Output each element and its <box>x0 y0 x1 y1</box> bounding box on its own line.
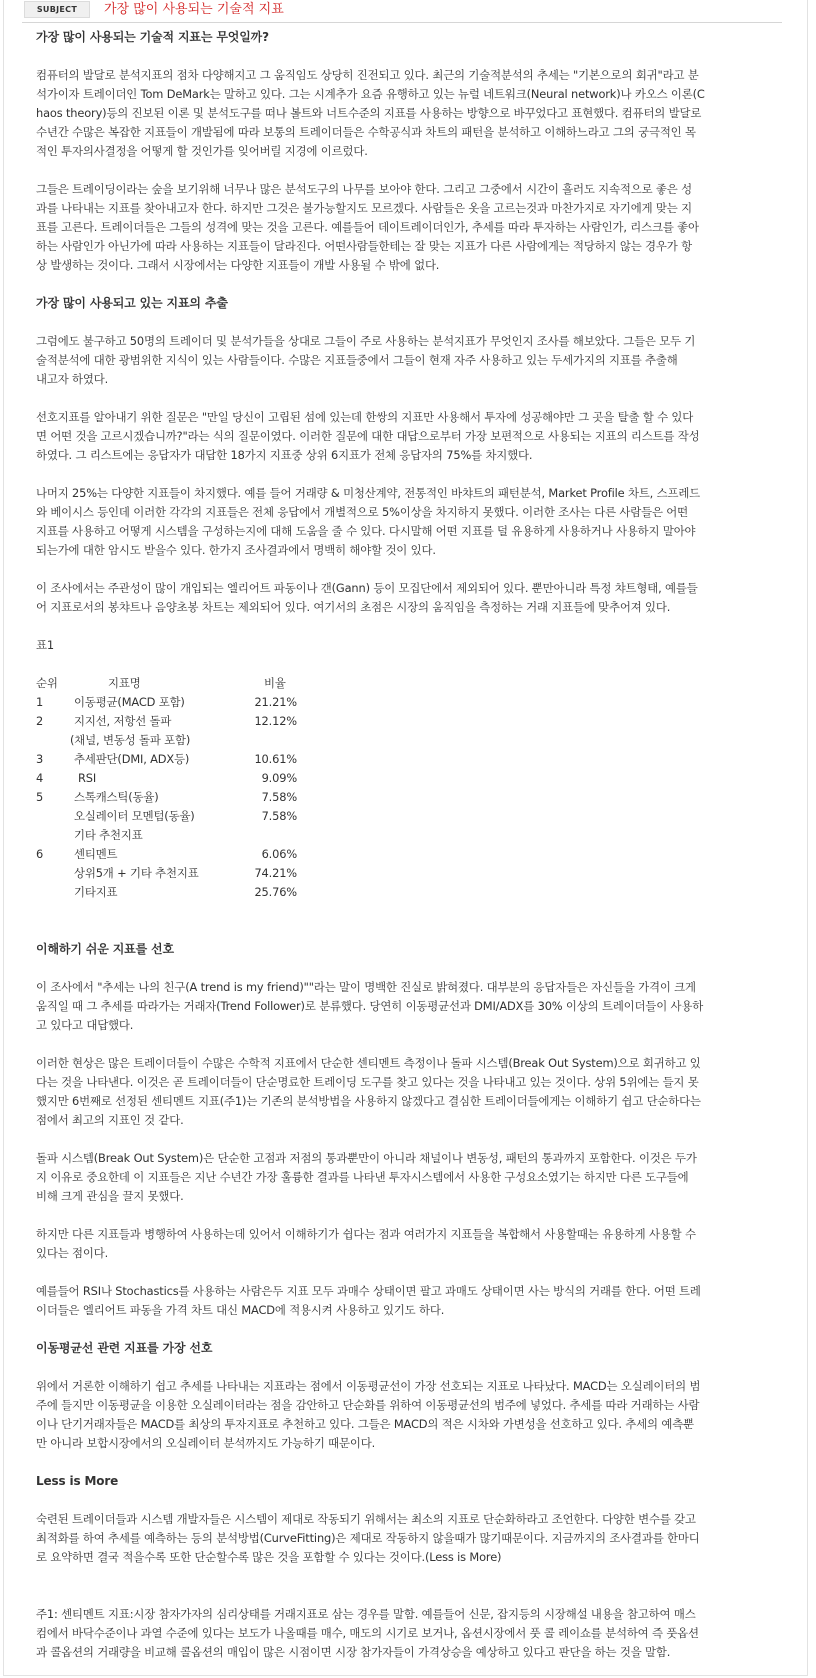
header-pct: 비율 <box>264 676 286 690</box>
text-line: 컴에서 바닥수준이나 과열 수준에 있다는 보도가 나올때를 매수, 매도의 시기로 보거나, 옵션시장에서 풋 콜 레이쇼를 분석하여 즉 풋옵션 <box>36 1626 699 1640</box>
section-heading: Less is More <box>36 1474 119 1488</box>
article-body <box>36 28 770 1662</box>
row-name: 기타 추천지표 <box>74 828 143 842</box>
row-pct: 10.61% <box>254 752 297 766</box>
table-header-row <box>36 674 770 693</box>
section-heading: 가장 많이 사용되는 기술적 지표는 무엇일까? <box>36 30 269 44</box>
text-line: 하는 사람인가 아닌가에 따라 사용하는 지표들이 달라진다. 어떤사람들한테는 잘 맞는 지표가 다른 사람에게는 적당하지 않는 경우가 항 <box>36 239 692 253</box>
section-heading: 이해하기 쉬운 지표를 선호 <box>36 942 174 956</box>
text-line: 이 조사에서는 주관성이 많이 개입되는 엘리어트 파동이나 갠(Gann) 등이 모집단에서 제외되어 있다. 뿐만아니라 특정 챠트형태, 예를들 <box>36 581 698 595</box>
subject-label: SUBJECT <box>24 1 90 18</box>
section-heading: 가장 많이 사용되고 있는 지표의 추출 <box>36 296 228 310</box>
table-row <box>36 769 770 788</box>
text-line: 되는가에 대한 암시도 받을수 있다. 한가지 조사결과에서 명백히 해야할 것이 있다. <box>36 543 436 557</box>
text-line: 나머지 25%는 다양한 지표들이 차지했다. 예를 들어 거래량 & 미청산계약, 전통적인 바챠트의 패턴분석, Market Profile 차트, 스프레드 <box>36 486 701 500</box>
row-rank: 1 <box>36 695 44 709</box>
paragraph <box>36 66 770 161</box>
row-pct: 12.12% <box>254 714 297 728</box>
footnote <box>36 1605 770 1662</box>
header-name: 지표명 <box>108 676 141 690</box>
text-line: 최적화를 하여 추세를 예측하는 등의 분석방법(CurveFitting)은 제대로 작동하지 않을때가 많기때문이다. 지금까지의 조사결과를 한마디 <box>36 1531 700 1545</box>
row-name: (채널, 변동성 돌파 포함) <box>70 733 191 747</box>
text-line: haos theory)등의 진보된 이론 및 분석도구를 떠나 볼트와 너트수준의 지표를 사용하는 방향으로 바꾸었다고 표현했다. 컴퓨터의 발달로 <box>36 106 702 120</box>
text-line: 내고자 하였다. <box>36 372 109 386</box>
table-row <box>36 864 770 883</box>
text-line: 하였다. 그 리스트에는 응답자가 대답한 18가지 지표중 상위 6지표가 전체 응답자의 75%를 차지했다. <box>36 448 533 462</box>
text-line: 과 콜옵션의 거래량을 비교해 콜옵션의 매입이 많은 시점이면 시장 참가자들이 가격상승을 예상하고 있다고 판단을 하는 것을 말함. <box>36 1645 671 1659</box>
subject-title: 가장 많이 사용되는 기술적 지표 <box>104 2 284 17</box>
text-line: 적인 투자의사결정을 어떻게 할 것인가를 잊어버릴 지경에 이르렀다. <box>36 144 368 158</box>
paragraph <box>36 579 770 617</box>
section-heading: 이동평균선 관련 지표를 가장 선호 <box>36 1341 213 1355</box>
text-line: 했지만 6번째로 선정된 센티멘트 지표(주1)는 기존의 분석방법을 사용하지 않겠다고 결심한 트레이더들에게는 이해하기 쉽고 단순하다는 <box>36 1094 701 1108</box>
text-line: 있다는 점이다. <box>36 1246 109 1260</box>
row-rank: 4 <box>36 771 44 785</box>
row-pct: 74.21% <box>254 866 297 880</box>
table-row <box>36 788 770 807</box>
text-line: 비해 크게 관심을 끌지 못했다. <box>36 1189 184 1203</box>
table-row <box>36 826 770 845</box>
text-line: 지표를 사용하고 어떻게 시스템을 구성하는지에 대해 도움을 줄 수 있다. 다시말해 어떤 지표를 덜 유용하게 사용하거나 사용하지 말아야 <box>36 524 696 538</box>
text-line: 이 조사에서 "추세는 나의 친구(A trend is my friend)""라는 말이 명백한 진실로 밝혀졌다. 대부분의 응답자들은 자신들을 가격이 크게 <box>36 980 696 994</box>
text-line: 그들은 트레이딩이라는 숲을 보기위해 너무나 많은 분석도구의 나무를 보아야 한다. 그리고 그중에서 시간이 흘러도 지속적으로 좋은 성 <box>36 182 692 196</box>
row-pct: 7.58% <box>261 809 297 823</box>
table-row <box>36 750 770 769</box>
paragraph <box>36 332 770 389</box>
table-row <box>36 883 770 902</box>
text-line: 면 어떤 것을 고르시겠습니까?"라는 식의 질문이였다. 이러한 질문에 대한 대답으로부터 가장 보편적으로 사용되는 지표의 리스트를 작성 <box>36 429 700 443</box>
row-pct: 9.09% <box>261 771 297 785</box>
paragraph <box>36 1377 770 1453</box>
paragraph <box>36 1225 770 1263</box>
text-line: 점에서 최고의 지표인 것 같다. <box>36 1113 184 1127</box>
paragraph <box>36 180 770 275</box>
paragraph <box>36 1510 770 1567</box>
row-name: 이동평균(MACD 포함) <box>74 695 185 709</box>
row-pct: 6.06% <box>261 847 297 861</box>
text-line: 하지만 다른 지표들과 병행하여 사용하는데 있어서 이해하기가 쉽다는 점과 여러가지 지표들을 복합해서 사용할때는 유용하게 사용할 수 <box>36 1227 696 1241</box>
paragraph <box>36 408 770 465</box>
row-pct: 7.58% <box>261 790 297 804</box>
text-line: 예를들어 RSI나 Stochastics를 사용하는 사람은두 지표 모두 과매수 상태이면 팔고 과매도 상태이면 사는 방식의 거래를 한다. 어떤 트레 <box>36 1284 701 1298</box>
row-name: 추세판단(DMI, ADX등) <box>74 752 190 766</box>
text-line: 이나 단기거래자들은 MACD를 최상의 투자지표로 추천하고 있다. 그들은 MACD의 적은 시차와 가변성을 선호하고 있다. 추세의 예측뿐 <box>36 1417 694 1431</box>
text-line: 위에서 거론한 이해하기 쉽고 추세를 나타내는 지표라는 점에서 이동평균선이 가장 선호되는 지표로 나타났다. MACD는 오실레이터의 범 <box>36 1379 701 1393</box>
paragraph <box>36 1149 770 1206</box>
text-line: 돌파 시스템(Break Out System)은 단순한 고점과 저점의 통과뿐만이 아니라 채널이나 변동성, 패턴의 통과까지 포함한다. 이것은 두가 <box>36 1151 697 1165</box>
row-name: 상위5개 + 기타 추천지표 <box>74 866 199 880</box>
text-line: 수년간 수많은 복잡한 지표들이 개발됨에 따라 보통의 트레이더들은 수학공식과 차트의 패턴을 분석하고 이해하느라고 그의 궁극적인 목 <box>36 125 696 139</box>
row-rank: 5 <box>36 790 44 804</box>
row-rank: 6 <box>36 847 44 861</box>
paragraph <box>36 1054 770 1130</box>
text-line: 움직일 때 그 추세를 따라가는 거래자(Trend Follower)로 분류했다. 당연히 이동평균선과 DMI/ADX를 30% 이상의 트레이더들이 사용하 <box>36 999 704 1013</box>
row-name: 스톡캐스틱(동율) <box>74 790 159 804</box>
paragraph <box>36 484 770 560</box>
row-pct: 21.21% <box>254 695 297 709</box>
row-pct: 25.76% <box>254 885 297 899</box>
table-row <box>36 693 770 712</box>
text-line: 지 이유로 중요한데 이 지표들은 지난 수년간 가장 훌륭한 결과를 나타낸 투자시스템에서 사용한 구성요소였기는 하지만 다른 도구들에 <box>36 1170 689 1184</box>
row-name: 센티멘트 <box>74 847 118 861</box>
text-line: 선호지표를 알아내기 위한 질문은 "만일 당신이 고립된 섬에 있는데 한쌍의 지표만 사용해서 투자에 성공해야만 그 곳을 탈출 할 수 있다 <box>36 410 694 424</box>
text-line: 주1: 센티멘트 지표:시장 참자가자의 심리상태를 거래지표로 삼는 경우를 말함. 예를들어 신문, 잡지등의 시장해설 내용을 참고하여 매스 <box>36 1607 696 1621</box>
row-name: 오실레이터 모멘텀(동율) <box>74 809 195 823</box>
row-name: 지지선, 저항선 돌파 <box>74 714 172 728</box>
paragraph <box>36 1282 770 1320</box>
text-line: 고 있다고 대답했다. <box>36 1018 134 1032</box>
subject-bar <box>22 0 782 23</box>
text-line: 이러한 현상은 많은 트레이더들이 수많은 수학적 지표에서 단순한 센티멘트 측정이나 돌파 시스템(Break Out System)으로 회귀하고 있 <box>36 1056 701 1070</box>
row-rank: 3 <box>36 752 44 766</box>
table-row <box>36 712 770 731</box>
text-line: 컴퓨터의 발달로 분석지표의 점차 다양해지고 그 움직임도 상당히 진전되고 있다. 최근의 기술적분석의 추세는 "기본으로의 회귀"라고 분 <box>36 68 699 82</box>
text-line: 어 지표로서의 봉챠트나 음양초봉 차트는 제외되어 있다. 여기서의 초점은 시장의 움직임을 측정하는 거래 지표들에 맞추어져 있다. <box>36 600 671 614</box>
table-row <box>36 845 770 864</box>
paragraph <box>36 978 770 1035</box>
text-line: 와 베이시스 등인데 이러한 각각의 지표들은 전체 응답에서 개별적으로 5%이상을 차지하지 못했다. 이러한 조사는 다른 사람들은 어떤 <box>36 505 689 519</box>
table-caption: 표1 <box>36 638 54 652</box>
indicator-table <box>36 674 770 902</box>
row-rank: 2 <box>36 714 44 728</box>
text-line: 주에 들지만 이동평균을 이용한 오실레이터라는 점을 감안하고 단순화를 위하여 이동평균선의 범주에 넣었다. 추세를 따라 거래하는 사람 <box>36 1398 700 1412</box>
text-line: 다는 것을 나타낸다. 이것은 곧 트레이더들이 단순명료한 트레이딩 도구를 찾고 있다는 것을 나타내고 있는 것이다. 상위 5위에는 들지 못 <box>36 1075 699 1089</box>
text-line: 상 발생하는 것이다. 그래서 시장에서는 다양한 지표들이 개발 사용될 수 밖에 없다. <box>36 258 440 272</box>
text-line: 만 아니라 보합시장에서의 오실레이터 분석까지도 가능하기 때문이다. <box>36 1436 376 1450</box>
table-row <box>36 731 770 750</box>
text-line: 그럼에도 불구하고 50명의 트레이더 및 분석가들을 상대로 그들이 주로 사용하는 분석지표가 무엇인지 조사를 해보았다. 그들은 모두 기 <box>36 334 696 348</box>
text-line: 석가이자 트레이더인 Tom DeMark는 말하고 있다. 그는 시계추가 요즘 유행하고 있는 뉴럴 네트워크(Neural network)나 카오스 이론(C <box>36 87 705 101</box>
text-line: 과를 나타내는 지표를 찾아내고자 한다. 하지만 그것은 불가능할지도 모르겠다. 사람들은 옷을 고르는것과 마찬가지로 자기에게 맞는 지 <box>36 201 692 215</box>
row-name: 기타지표 <box>74 885 118 899</box>
header-rank: 순위 <box>36 676 58 690</box>
text-line: 술적분석에 대한 광범위한 지식이 있는 사람들이다. 수많은 지표들중에서 그들이 현재 자주 사용하고 있는 두세가지의 지표를 추출해 <box>36 353 678 367</box>
text-line: 로 요약하면 결국 적을수록 또한 단순할수록 많은 것을 포함할 수 있다는 것이다.(Less is More) <box>36 1550 502 1564</box>
text-line: 이더들은 엘리어트 파동을 가격 차트 대신 MACD에 적용시켜 사용하고 있기도 하다. <box>36 1303 445 1317</box>
text-line: 표를 고른다. 트레이더들은 그들의 성격에 맞는 것을 고른다. 예를들어 데이트레이더인가, 추세를 따라 투자하는 사람인가, 리스크를 좋아 <box>36 220 699 234</box>
text-line: 숙련된 트레이더들과 시스템 개발자들은 시스템이 제대로 작동되기 위해서는 최소의 지표로 단순화하라고 조언한다. 다양한 변수를 갖고 <box>36 1512 696 1526</box>
table-row <box>36 807 770 826</box>
row-name: RSI <box>78 771 97 785</box>
